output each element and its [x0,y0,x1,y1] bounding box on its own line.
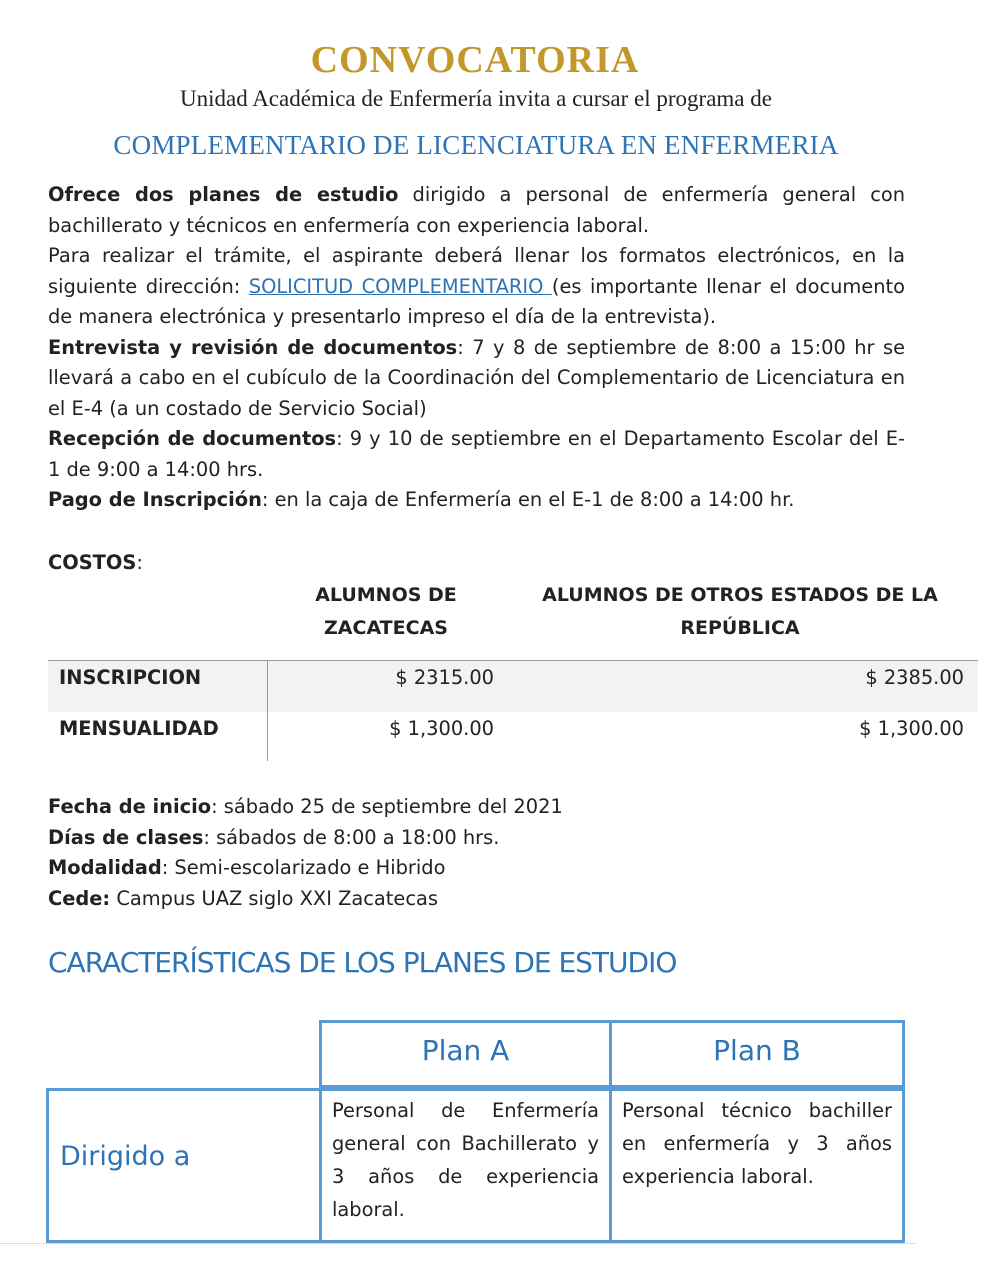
fecha-label: Fecha de inicio [48,795,212,818]
inscripcion-zacatecas: $ 2315.00 [395,666,494,689]
tramite-text: Para realizar el trámite, el aspirante deberá llenar los formatos electrónicos, en la siguiente dirección: [48,244,905,298]
entrevista-text: : 7 y 8 de septiembre de 8:00 a 15:00 hr se llevará a cabo en el cubículo de la Coordinación del Complementario de Licenciatura en el E-4 (a un costado de Servicio Social) [48,335,905,420]
info-cede [48,884,563,915]
column-divider [267,661,268,761]
dirigido-label: Dirigido a [46,1088,322,1243]
page-bottom-divider [0,1243,915,1244]
table-row [48,712,978,761]
pago-bold: Pago de Inscripción [48,488,262,511]
planes-section-title: CARACTERÍSTICAS DE LOS PLANES DE ESTUDIO [48,946,677,979]
tramite-note: (es importante llenar el documento de manera electrónica y presentarlo impreso el día de la entrevista). [48,274,905,328]
solicitud-link[interactable]: SOLICITUD COMPLEMENTARIO [248,274,552,298]
info-dias [48,823,563,854]
costos-label: COSTOS [48,551,137,574]
intro-text [48,180,905,516]
pago-text: : en la caja de Enfermería en el E-1 de 8:00 a 14:00 hr. [261,488,795,511]
costos-col-otros-estados: ALUMNOS DE OTROS ESTADOS DE LA REPÚBLICA [542,584,938,639]
mensualidad-otros: $ 1,300.00 [859,717,964,740]
intro-paragraph-plans [48,180,905,241]
recepcion-text: : 9 y 10 de septiembre en el Departamento Escolar del E-1 de 9:00 a 14:00 hrs. [48,427,905,481]
plans-text: dirigido a personal de enfermería general con bachillerato y técnicos en enfermería con experiencia laboral. [48,183,906,237]
invite-line: Unidad Académica de Enfermería invita a cursar el programa de [180,86,772,111]
costos-colon: : [136,551,143,574]
intro-paragraph-tramite [48,241,905,333]
inscripcion-otros: $ 2385.00 [865,666,964,689]
plan-a-header: Plan A [319,1020,612,1088]
plan-a-dirigido: Personal de Enfermería general con Bachillerato y 3 años de experiencia laboral. [319,1088,612,1243]
modalidad-value: : Semi-escolarizado e Hibrido [161,856,446,879]
plan-b-header: Plan B [609,1020,905,1088]
dias-value: : sábados de 8:00 a 18:00 hrs. [203,825,500,849]
info-modalidad [48,853,563,884]
entrevista-bold: Entrevista y revisión de documentos [48,335,458,359]
row-label-inscripcion: INSCRIPCION [59,666,202,689]
costos-heading [48,551,143,574]
row-label-mensualidad: MENSUALIDAD [59,717,219,740]
intro-paragraph-entrevista [48,333,905,425]
plans-bold: Ofrece dos planes de estudio [48,183,399,206]
program-name: COMPLEMENTARIO DE LICENCIATURA EN ENFERMERIA [113,130,839,160]
table-row [48,661,978,712]
course-info [48,792,563,914]
costos-col-zacatecas: ALUMNOS DE ZACATECAS [315,584,457,639]
modalidad-label: Modalidad [48,856,162,879]
intro-paragraph-recepcion [48,424,905,485]
info-fecha [48,792,563,823]
fecha-value: : sábado 25 de septiembre del 2021 [211,795,563,818]
dias-label: Días de clases [48,825,204,849]
page-title: CONVOCATORIA [310,39,640,81]
intro-paragraph-pago [48,485,905,516]
cede-value: Campus UAZ siglo XXI Zacatecas [110,886,438,910]
mensualidad-zacatecas: $ 1,300.00 [389,717,494,740]
costos-table [48,660,978,761]
recepcion-bold: Recepción de documentos [48,427,337,450]
cede-label: Cede: [48,886,111,910]
plan-b-dirigido: Personal técnico bachiller en enfermería y 3 años experiencia laboral. [609,1088,905,1243]
